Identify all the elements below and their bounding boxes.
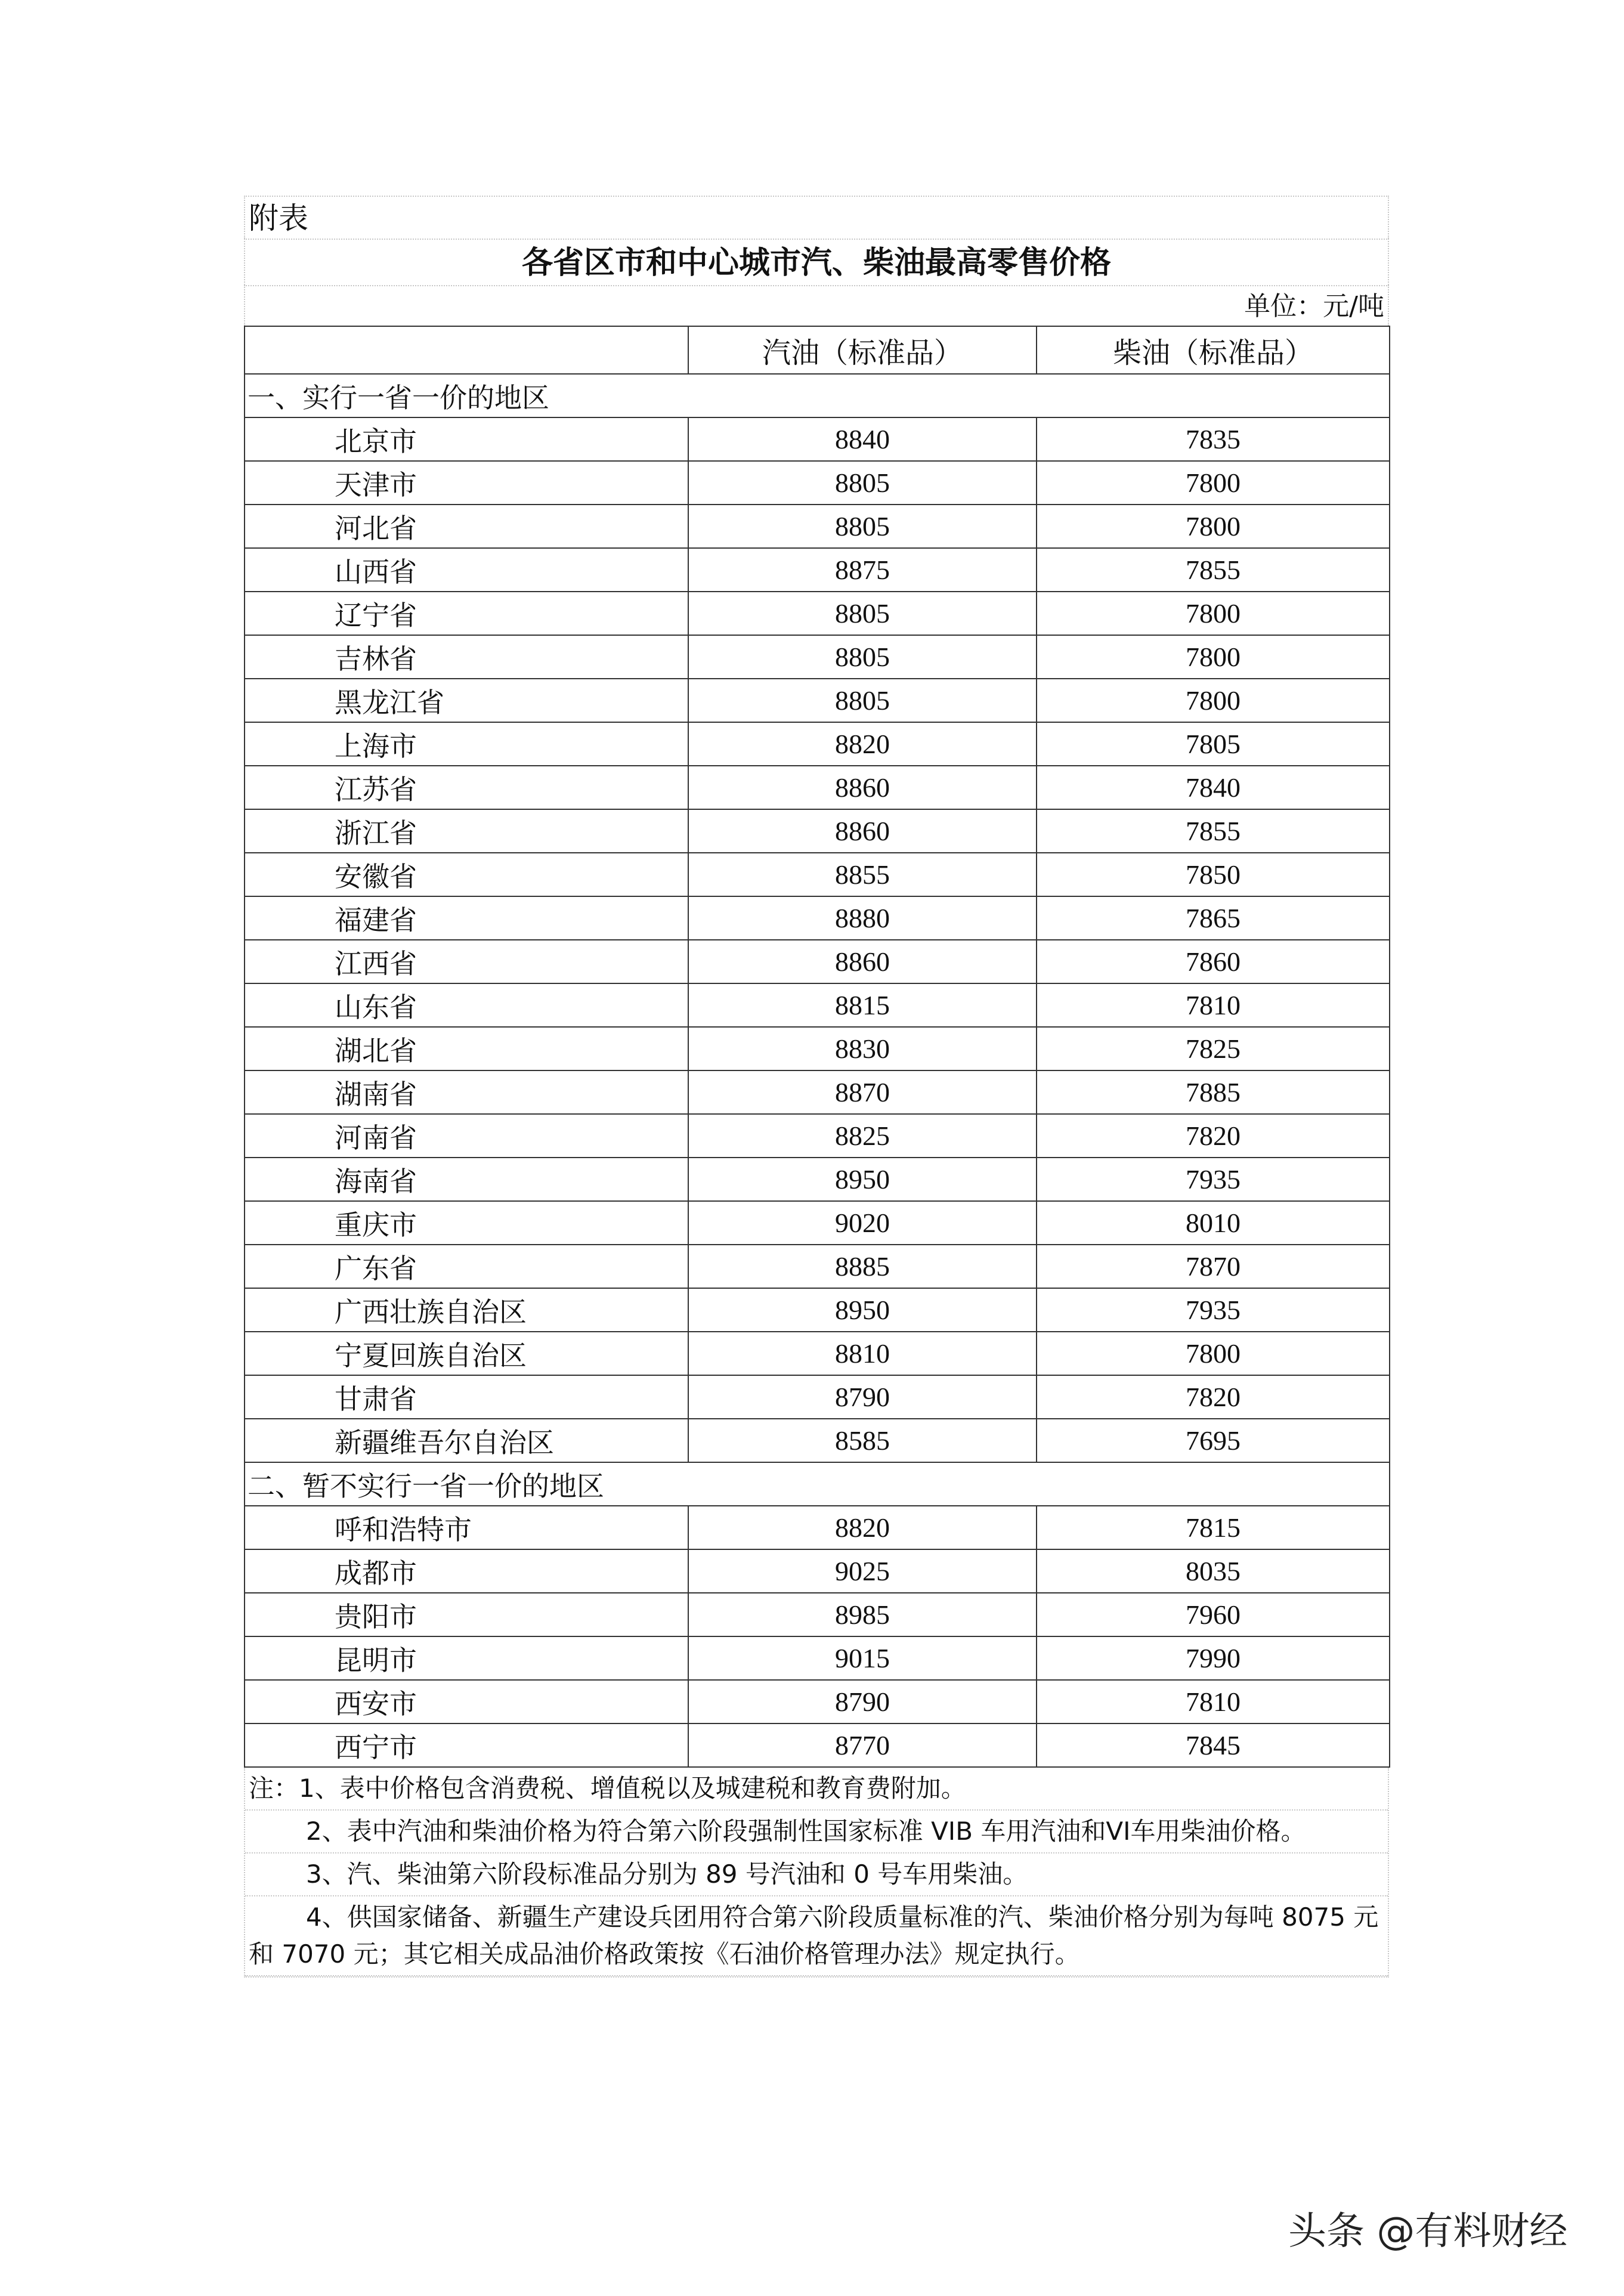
table-row [245, 722, 1390, 766]
region-cell: 河南省 [245, 1114, 688, 1158]
diesel-price-cell: 7840 [1037, 766, 1390, 809]
gasoline-price-cell: 8815 [688, 983, 1037, 1027]
region-cell: 重庆市 [245, 1201, 688, 1245]
gasoline-price-cell: 8770 [688, 1723, 1037, 1767]
diesel-price-cell: 7815 [1037, 1506, 1390, 1549]
diesel-price-cell: 7800 [1037, 592, 1390, 635]
diesel-price-cell: 7800 [1037, 679, 1390, 722]
table-row [245, 1114, 1390, 1158]
header-diesel: 柴油（标准品） [1037, 326, 1390, 374]
table-row [245, 1245, 1390, 1288]
diesel-price-cell: 7885 [1037, 1070, 1390, 1114]
diesel-price-cell: 7695 [1037, 1419, 1390, 1462]
gasoline-price-cell: 8820 [688, 722, 1037, 766]
table-row [245, 461, 1390, 505]
table-row [245, 1723, 1390, 1767]
region-cell: 成都市 [245, 1549, 688, 1593]
table-row [245, 1593, 1390, 1636]
region-cell: 山东省 [245, 983, 688, 1027]
table-row [245, 896, 1390, 940]
table-row [245, 1332, 1390, 1375]
gasoline-price-cell: 9025 [688, 1549, 1037, 1593]
page-title: 各省区市和中心城市汽、柴油最高零售价格 [244, 239, 1389, 285]
gasoline-price-cell: 8805 [688, 592, 1037, 635]
table-row [245, 417, 1390, 461]
gasoline-price-cell: 8805 [688, 679, 1037, 722]
diesel-price-cell: 7810 [1037, 983, 1390, 1027]
diesel-price-cell: 8010 [1037, 1201, 1390, 1245]
gasoline-price-cell: 8840 [688, 417, 1037, 461]
appendix-label: 附表 [244, 196, 1389, 239]
region-cell: 黑龙江省 [245, 679, 688, 722]
table-header-row [245, 326, 1390, 374]
region-cell: 辽宁省 [245, 592, 688, 635]
gasoline-price-cell: 8875 [688, 548, 1037, 592]
table-row [245, 635, 1390, 679]
region-cell: 河北省 [245, 505, 688, 548]
gasoline-price-cell: 8885 [688, 1245, 1037, 1288]
table-row [245, 983, 1390, 1027]
region-cell: 上海市 [245, 722, 688, 766]
region-cell: 天津市 [245, 461, 688, 505]
table-row [245, 1680, 1390, 1723]
section-heading-1: 一、实行一省一价的地区 [245, 374, 1390, 417]
gasoline-price-cell: 9020 [688, 1201, 1037, 1245]
notes-block [244, 1768, 1389, 1978]
table-row [245, 1419, 1390, 1462]
diesel-price-cell: 7855 [1037, 548, 1390, 592]
note-4: 4、供国家储备、新疆生产建设兵团用符合第六阶段质量标准的汽、柴油价格分别为每吨 8075 元和 7070 元；其它相关成品油价格政策按《石油价格管理办法》规定执行。 [245, 1896, 1388, 1976]
diesel-price-cell: 7870 [1037, 1245, 1390, 1288]
diesel-price-cell: 7800 [1037, 461, 1390, 505]
gasoline-price-cell: 8585 [688, 1419, 1037, 1462]
region-cell: 宁夏回族自治区 [245, 1332, 688, 1375]
gasoline-price-cell: 8830 [688, 1027, 1037, 1070]
gasoline-price-cell: 8870 [688, 1070, 1037, 1114]
gasoline-price-cell: 8880 [688, 896, 1037, 940]
note-2: 2、表中汽油和柴油价格为符合第六阶段强制性国家标准 VIB 车用汽油和VI车用柴油价格。 [245, 1811, 1388, 1853]
gasoline-price-cell: 8810 [688, 1332, 1037, 1375]
region-cell: 吉林省 [245, 635, 688, 679]
table-row [245, 809, 1390, 853]
diesel-price-cell: 7835 [1037, 417, 1390, 461]
region-cell: 甘肃省 [245, 1375, 688, 1419]
gasoline-price-cell: 8790 [688, 1375, 1037, 1419]
region-cell: 湖北省 [245, 1027, 688, 1070]
region-cell: 贵阳市 [245, 1593, 688, 1636]
table-row [245, 592, 1390, 635]
table-row [245, 1636, 1390, 1680]
table-row [245, 766, 1390, 809]
table-row [245, 1070, 1390, 1114]
region-cell: 呼和浩特市 [245, 1506, 688, 1549]
table-row [245, 548, 1390, 592]
region-cell: 新疆维吾尔自治区 [245, 1419, 688, 1462]
gasoline-price-cell: 8825 [688, 1114, 1037, 1158]
diesel-price-cell: 7935 [1037, 1158, 1390, 1201]
note-1: 注：1、表中价格包含消费税、增值税以及城建税和教育费附加。 [245, 1768, 1388, 1811]
gasoline-price-cell: 8950 [688, 1158, 1037, 1201]
note-3: 3、汽、柴油第六阶段标准品分别为 89 号汽油和 0 号车用柴油。 [245, 1853, 1388, 1896]
region-cell: 江苏省 [245, 766, 688, 809]
region-cell: 西安市 [245, 1680, 688, 1723]
region-cell: 湖南省 [245, 1070, 688, 1114]
watermark: 头条 @有料财经 [1288, 2210, 1568, 2254]
region-cell: 江西省 [245, 940, 688, 983]
diesel-price-cell: 7825 [1037, 1027, 1390, 1070]
region-cell: 西宁市 [245, 1723, 688, 1767]
diesel-price-cell: 7810 [1037, 1680, 1390, 1723]
gasoline-price-cell: 8985 [688, 1593, 1037, 1636]
diesel-price-cell: 7845 [1037, 1723, 1390, 1767]
region-cell: 广东省 [245, 1245, 688, 1288]
gasoline-price-cell: 8805 [688, 635, 1037, 679]
region-cell: 广西壮族自治区 [245, 1288, 688, 1332]
region-cell: 北京市 [245, 417, 688, 461]
section-row [245, 374, 1390, 417]
diesel-price-cell: 7935 [1037, 1288, 1390, 1332]
table-row [245, 1158, 1390, 1201]
diesel-price-cell: 7800 [1037, 1332, 1390, 1375]
diesel-price-cell: 7805 [1037, 722, 1390, 766]
region-cell: 山西省 [245, 548, 688, 592]
diesel-price-cell: 7860 [1037, 940, 1390, 983]
diesel-price-cell: 8035 [1037, 1549, 1390, 1593]
table-row [245, 1549, 1390, 1593]
table-row [245, 1201, 1390, 1245]
table-row [245, 1027, 1390, 1070]
table-row [245, 1375, 1390, 1419]
gasoline-price-cell: 8805 [688, 505, 1037, 548]
gasoline-price-cell: 8860 [688, 809, 1037, 853]
table-body [245, 374, 1390, 1767]
table-row [245, 853, 1390, 896]
gasoline-price-cell: 8855 [688, 853, 1037, 896]
header-region-cell [245, 326, 688, 374]
diesel-price-cell: 7855 [1037, 809, 1390, 853]
gasoline-price-cell: 8860 [688, 940, 1037, 983]
price-table [244, 326, 1390, 1768]
gasoline-price-cell: 8860 [688, 766, 1037, 809]
diesel-price-cell: 7800 [1037, 635, 1390, 679]
price-sheet [244, 196, 1389, 1978]
diesel-price-cell: 7800 [1037, 505, 1390, 548]
diesel-price-cell: 7960 [1037, 1593, 1390, 1636]
diesel-price-cell: 7820 [1037, 1375, 1390, 1419]
table-row [245, 1506, 1390, 1549]
section-row [245, 1462, 1390, 1506]
section-heading-2: 二、暂不实行一省一价的地区 [245, 1462, 1390, 1506]
table-row [245, 940, 1390, 983]
gasoline-price-cell: 9015 [688, 1636, 1037, 1680]
table-row [245, 505, 1390, 548]
header-gasoline: 汽油（标准品） [688, 326, 1037, 374]
diesel-price-cell: 7990 [1037, 1636, 1390, 1680]
gasoline-price-cell: 8950 [688, 1288, 1037, 1332]
unit-label: 单位：元/吨 [244, 285, 1389, 326]
table-row [245, 1288, 1390, 1332]
gasoline-price-cell: 8805 [688, 461, 1037, 505]
gasoline-price-cell: 8820 [688, 1506, 1037, 1549]
diesel-price-cell: 7865 [1037, 896, 1390, 940]
region-cell: 昆明市 [245, 1636, 688, 1680]
region-cell: 福建省 [245, 896, 688, 940]
region-cell: 海南省 [245, 1158, 688, 1201]
region-cell: 浙江省 [245, 809, 688, 853]
region-cell: 安徽省 [245, 853, 688, 896]
table-row [245, 679, 1390, 722]
gasoline-price-cell: 8790 [688, 1680, 1037, 1723]
diesel-price-cell: 7820 [1037, 1114, 1390, 1158]
diesel-price-cell: 7850 [1037, 853, 1390, 896]
